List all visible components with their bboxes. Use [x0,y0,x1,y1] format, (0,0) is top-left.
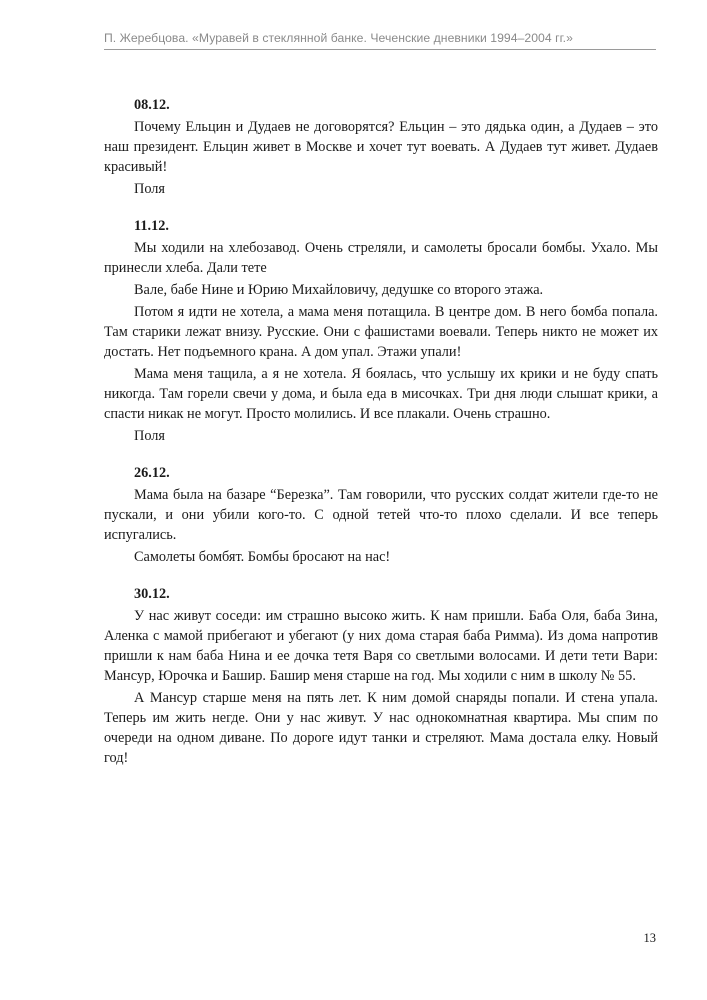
diary-entry [104,95,658,199]
entry-paragraph: Мама меня тащила, а я не хотела. Я боялась, что услышу их крики и не буду спать никогда. Там горели свечи у дома, и была еда в мисочках. Три дня люди слышат крики, а спасти никак не могут. Просто молились. И все плакали. Очень страшно. [104,366,658,422]
diary-entry [104,584,658,768]
entry-paragraph: У нас живут соседи: им страшно высоко жить. К нам пришли. Баба Оля, баба Зина, Аленка с мамой прибегают и убегают (у них дома старая баба Римма). Из дома напротив пришли к нам баба Нина и ее дочка тетя Варя со светлыми волосами. И дети тети Вари: Мансур, Юрочка и Башир. Башир меня старше на год. Мы ходили с ним в школу № 55. [104,608,658,684]
running-header: П. Жеребцова. «Муравей в стеклянной банке. Чеченские дневники 1994–2004 гг.» [104,31,573,45]
diary-entry [104,463,658,567]
entry-signature: Поля [134,181,165,197]
entry-paragraph: Потом я идти не хотела, а мама меня потащила. В центре дом. В него бомба попала. Там старики лежат внизу. Русские. Они с фашистами воевали. Теперь никто не может их достать. Нет подъемного крана. А дом упал. Этажи упали! [104,304,658,360]
entry-signature: Поля [134,428,165,444]
entry-date: 30.12. [134,586,170,602]
entry-paragraph: Самолеты бомбят. Бомбы бросают на нас! [134,549,391,565]
diary-entry [104,216,658,446]
entry-paragraph: Мама была на базаре “Березка”. Там говорили, что русских солдат жители где-то не пускали, и они убили кого-то. С одной тетей что-то плохо сделали. И все теперь испугались. [104,487,658,543]
entry-paragraph: Мы ходили на хлебозавод. Очень стреляли, и самолеты бросали бомбы. Ухало. Мы принесли хлеба. Дали тете [104,240,658,276]
entry-date: 26.12. [134,465,170,481]
entry-paragraph: Почему Ельцин и Дудаев не договорятся? Ельцин – это дядька один, а Дудаев – это наш президент. Ельцин живет в Москве и хочет тут воевать. А Дудаев тут живет. Дудаев красивый! [104,119,658,175]
page-number: 13 [643,931,656,945]
header-divider [104,49,656,50]
diary-body [104,95,658,785]
entry-paragraph: А Мансур старше меня на пять лет. К ним домой снаряды попали. И стена упала. Теперь им жить негде. Они у нас живут. У нас однокомнатная квартира. Мы спим по очереди на одном диване. По дороге идут танки и стреляют. Мама достала елку. Новый год! [104,690,658,766]
entry-date: 08.12. [134,97,170,113]
entry-paragraph: Вале, бабе Нине и Юрию Михайловичу, дедушке со второго этажа. [134,282,544,298]
entry-date: 11.12. [134,218,169,234]
